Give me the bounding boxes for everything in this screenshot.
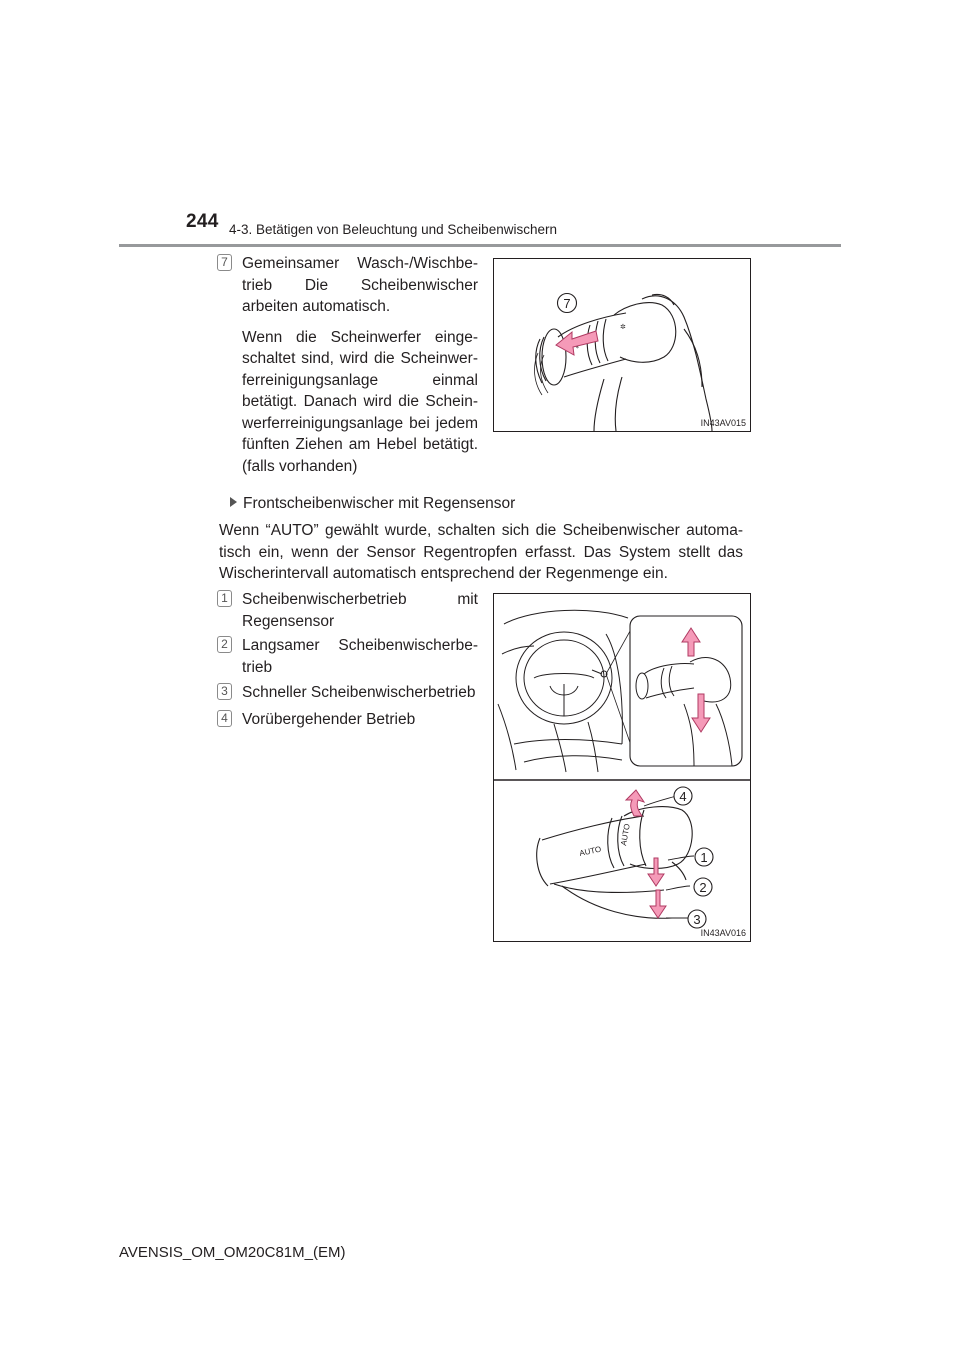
section-header: 4-3. Betätigen von Beleuchtung und Scheibenwischern [229, 222, 557, 237]
figure-2-id: IN43AV016 [700, 928, 746, 938]
figure-2-callout-2: 2 [699, 880, 707, 895]
rain-sensor-lever-illustration [494, 594, 750, 941]
figure-2-callout-1: 1 [700, 850, 708, 865]
figure-rain-sensor-lever [493, 593, 751, 942]
item-2-badge: 2 [217, 636, 232, 653]
lever-auto-label-1: AUTO [578, 844, 603, 858]
item-1-text: Scheibenwischerbetrieb mit Regensensor [242, 591, 478, 630]
item-1-badge: 1 [217, 590, 232, 607]
figure-wash-lever [493, 258, 751, 432]
item-7-badge: 7 [217, 254, 232, 271]
item-4-text: Vorübergehender Betrieb [242, 711, 416, 728]
item-3-badge: 3 [217, 683, 232, 700]
figure-2-callout-4: 4 [679, 789, 687, 804]
rain-sensor-heading [230, 494, 515, 514]
figure-1-callout-7: 7 [563, 296, 571, 311]
lever-auto-label-2: AUTO [619, 823, 632, 847]
svg-text:✲: ✲ [620, 324, 626, 331]
item-4-badge: 4 [217, 710, 232, 727]
item-2-text: Langsamer Scheibenwischerbetrieb [242, 637, 478, 676]
rain-sensor-heading-text: Frontscheibenwischer mit Regensensor [243, 495, 516, 512]
figure-2-callout-3: 3 [693, 912, 701, 927]
header-divider [119, 244, 841, 247]
figure-1-id: IN43AV015 [700, 418, 746, 428]
page-number: 244 [186, 211, 219, 232]
item-7-text-2: Wenn die Scheinwerfer eingeschaltet sind, wird die Scheinwerferreinigungsanlage einmal betätigt. Danach wird die Scheinwerferreinigungsanlage bei jedem fünften Ziehen am Hebel betätigt. (falls vorhanden) [242, 328, 478, 475]
item-7-description [242, 253, 478, 477]
bullet-triangle-icon [230, 497, 237, 507]
item-7-text-1: Gemeinsamer Wasch-/Wischbetrieb Die Scheibenwischer arbeiten automatisch. [242, 255, 478, 315]
rain-sensor-paragraph: Wenn “AUTO” gewählt wurde, schalten sich die Scheibenwischer automatisch ein, wenn der Sensor Regentropfen erfasst. Das System stellt das Wischerintervall automatisch entsprechend der Regenmenge ein. [219, 522, 743, 582]
item-3-text: Schneller Scheibenwischerbetrieb [242, 684, 476, 701]
wash-lever-illustration [494, 259, 750, 431]
footer-document-code: AVENSIS_OM_OM20C81M_(EM) [119, 1244, 346, 1261]
